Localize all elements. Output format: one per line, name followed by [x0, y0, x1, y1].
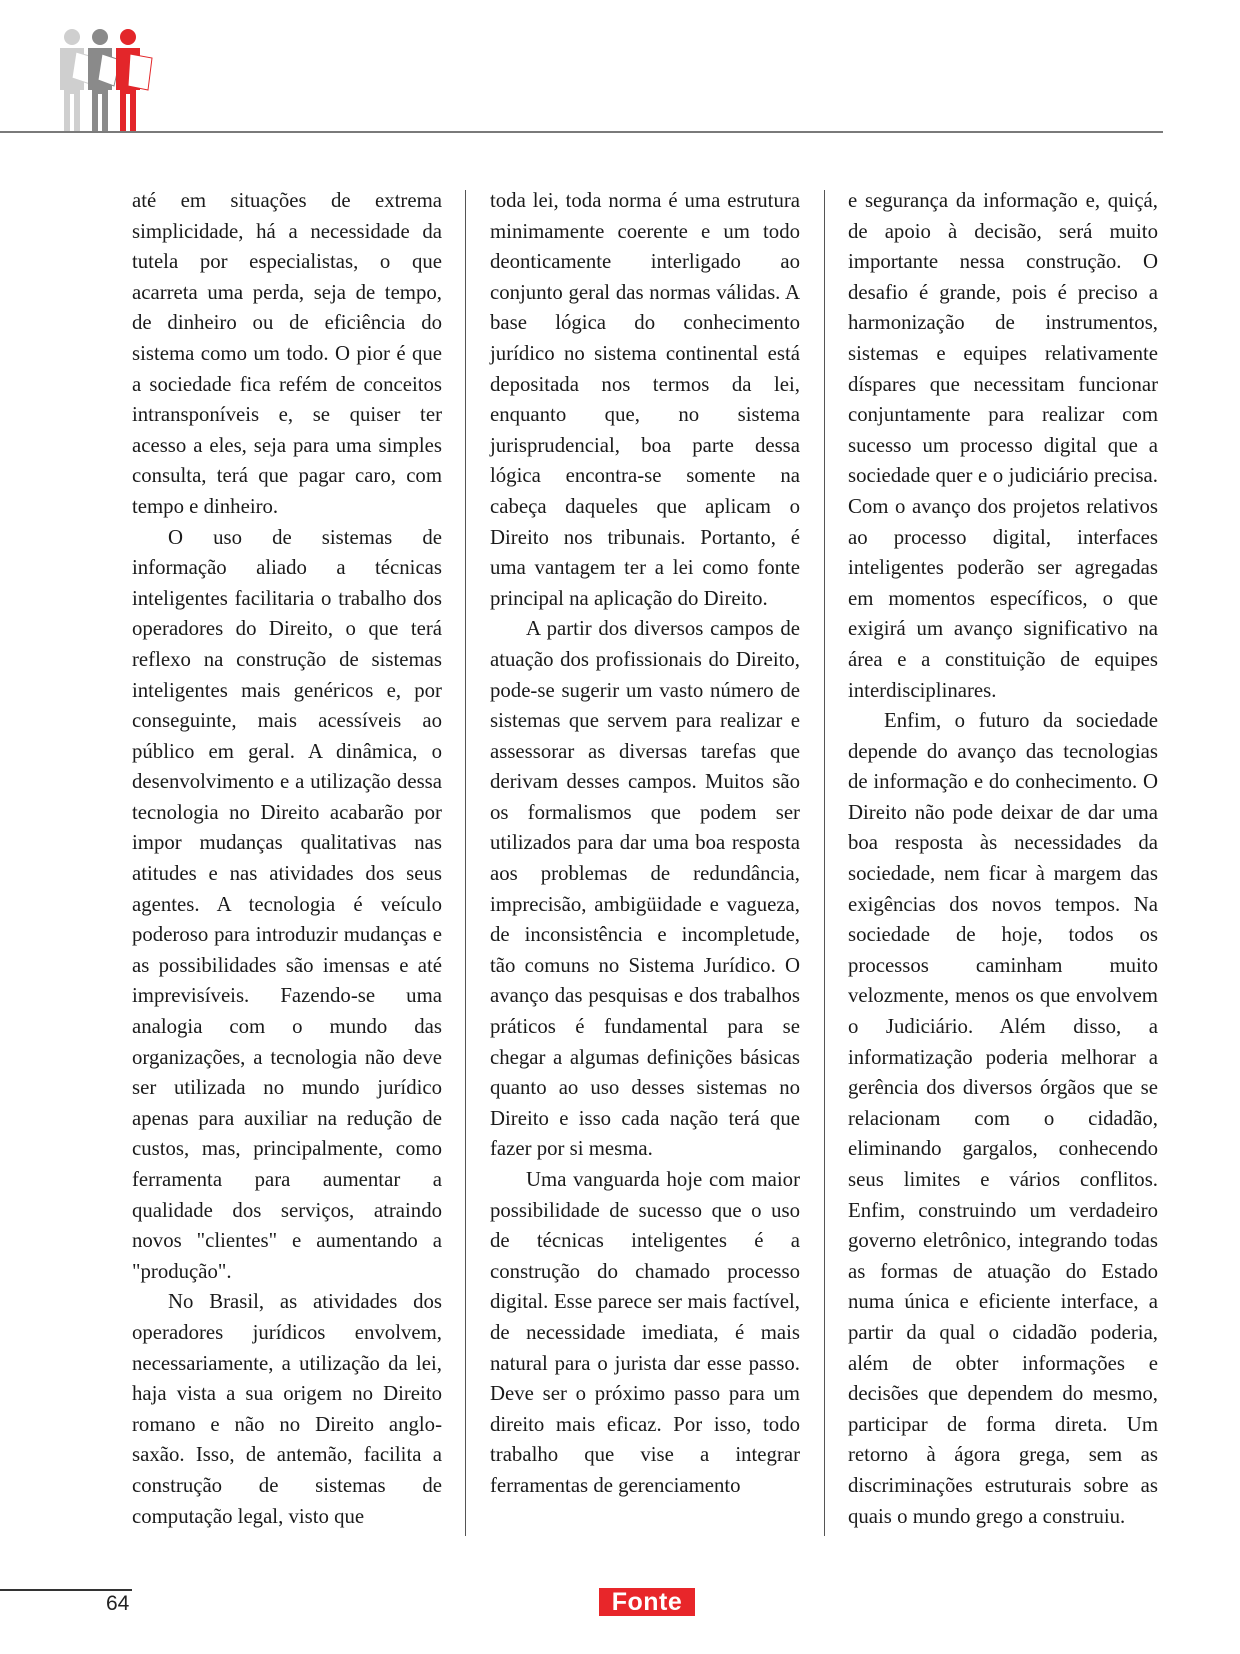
paragraph: Enfim, o futuro da sociedade depende do avanço das tecnologias de informação e do conhecimento. O Direito não pode deixar de dar uma boa resposta às necessidades da sociedade, nem ficar à margem das exigências dos novos tempos. Na sociedade de hoje, todos os processos caminham muito velozmente, menos os que envolvem o Judiciário. Além disso, a informatização poderia melhorar a gerência dos diversos órgãos que se relacionam com o cidadão, eliminando gargalos, conhecendo seus limites e vários conflitos. Enfim, construindo um verdadeiro governo eletrônico, integrando todas as formas de atuação do Estado numa única e eficiente interface, a partir da qual o cidadão poderia, além de obter informações e decisões que dependem do mesmo, participar de forma direta. Um retorno à ágora grega, sem as discriminações estruturais sobre as quais o mundo grego a construiu. — [848, 709, 1158, 1528]
fonte-logo: Fonte — [599, 1588, 695, 1616]
page-number: 64 — [106, 1592, 130, 1615]
paragraph: Uma vanguarda hoje com maior possibilidade de sucesso que o uso de técnicas inteligentes é a construção do chamado processo digital. Esse parece ser mais factível, de necessidade imediata, é mais natural para o jurista dar esse passo. Deve ser o próximo passo para um direito mais eficaz. Por isso, todo trabalho que vise a integrar ferramentas de gerenciamento — [490, 1168, 800, 1497]
paragraph: até em situações de extrema simplicidade, há a necessidade da tutela por especialistas, o que acarreta uma perda, seja de tempo, de dinheiro ou de eficiência do sistema como um todo. O pior é que a sociedade fica refém de conceitos intransponíveis e, se quiser ter acesso a eles, seja para uma simples consulta, terá que pagar caro, com tempo e dinheiro. — [132, 189, 442, 518]
paragraph: No Brasil, as atividades dos operadores jurídicos envolvem, necessariamente, a utilização da lei, haja vista a sua origem no Direito romano e não no Direito anglo-saxão. Isso, de antemão, facilita a construção de sistemas de computação legal, visto que — [132, 1290, 442, 1528]
column-divider — [465, 190, 466, 1536]
paragraph: e segurança da informação e, quiçá, de apoio à decisão, será muito importante nessa construção. O desafio é grande, pois é preciso a harmonização de instrumentos, sistemas e equipes relativamente díspares que necessitam funcionar conjuntamente para realizar com sucesso um processo digital que a sociedade quer e o judiciário precisa. Com o avanço dos projetos relativos ao processo digital, interfaces inteligentes poderão ser agregadas em momentos específicos, o que exigirá um avanço significativo na área e a constituição de equipes interdisciplinares. — [848, 189, 1158, 702]
text-column-2 — [490, 186, 800, 1502]
text-column-3 — [848, 186, 1158, 1532]
text-column-1 — [132, 186, 442, 1532]
paragraph: toda lei, toda norma é uma estrutura minimamente coerente e um todo deonticamente interligado ao conjunto geral das normas válidas. A base lógica do conhecimento jurídico no sistema continental está depositada nos termos da lei, enquanto que, no sistema jurisprudencial, boa parte dessa lógica encontra-se somente na cabeça daqueles que aplicam o Direito nos tribunais. Portanto, é uma vantagem ter a lei como fonte principal na aplicação do Direito. — [490, 189, 800, 610]
paragraph: O uso de sistemas de informação aliado a técnicas inteligentes facilitaria o trabalho dos operadores do Direito, o que terá reflexo na construção de sistemas inteligentes mais genéricos e, por conseguinte, mais acessíveis ao público em geral. A dinâmica, o desenvolvimento e a utilização dessa tecnologia no Direito acabarão por impor mudanças qualitativas nas atitudes e nas atividades dos seus agentes. A tecnologia é veículo poderoso para introduzir mudanças e as possibilidades são imensas e até imprevisíveis. Fazendo-se uma analogia com o mundo das organizações, a tecnologia não deve ser utilizada no mundo jurídico apenas para auxiliar na redução de custos, mas, principalmente, como ferramenta para aumentar a qualidade dos serviços, atraindo novos "clientes" e aumentando a "produção". — [132, 525, 442, 1283]
footer-divider — [0, 1589, 132, 1591]
header-divider — [0, 131, 1163, 133]
paragraph: A partir dos diversos campos de atuação dos profissionais do Direito, pode-se sugerir um vasto número de sistemas que servem para realizar e assessorar as diversas tarefas que derivam desses campos. Muitos são os formalismos que podem ser utilizados para dar uma boa resposta aos problemas de redundância, imprecisão, ambigüidade e vagueza, de inconsistência e incompletude, tão comuns no Sistema Jurídico. O avanço das pesquisas e dos trabalhos práticos é fundamental para se chegar a algumas definições básicas quanto ao uso desses sistemas no Direito e isso cada nação terá que fazer por si mesma. — [490, 617, 800, 1161]
three-people-icon — [56, 28, 166, 132]
column-divider — [824, 190, 825, 1536]
